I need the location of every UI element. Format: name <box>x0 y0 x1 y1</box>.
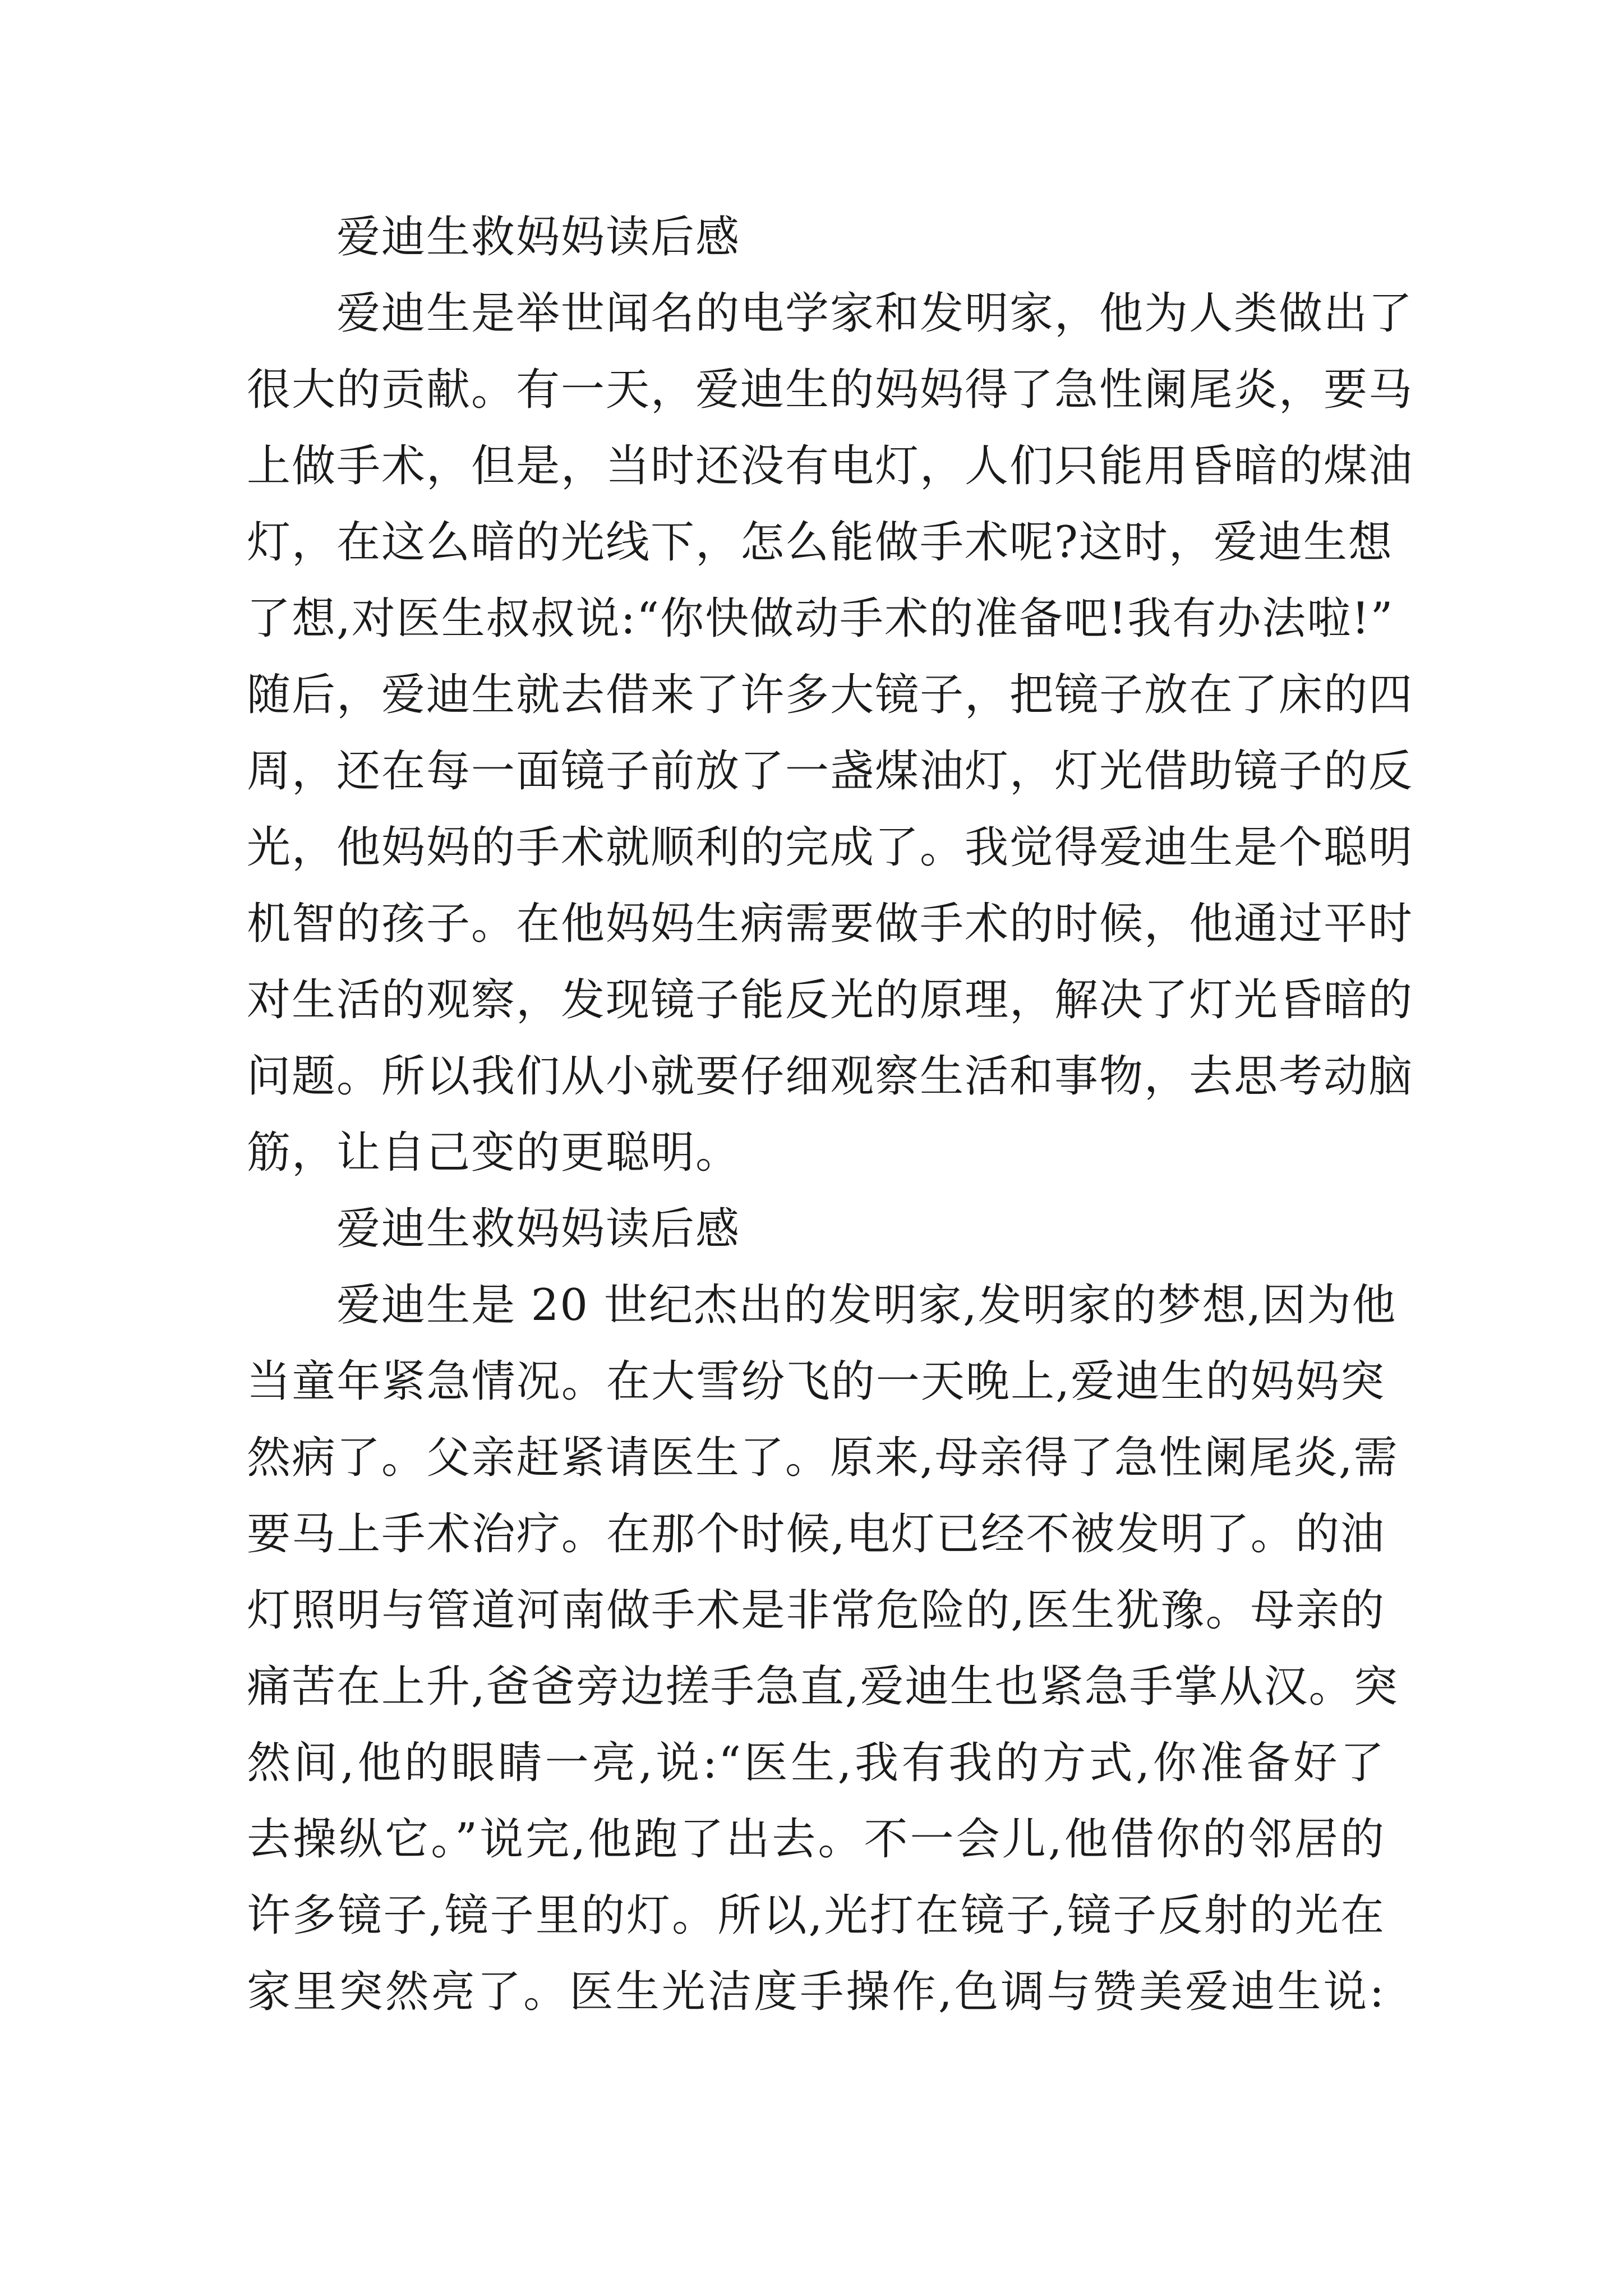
paragraph-line: 灯，在这么暗的光线下，怎么能做手术呢?这时，爱迪生想 <box>247 517 1393 568</box>
paragraph-line: 然间,他的眼睛一亮,说:“医生,我有我的方式,你准备好了 <box>247 1738 1385 1788</box>
paragraph-line: 随后，爱迪生就去借来了许多大镜子，把镜子放在了床的四 <box>247 670 1414 720</box>
paragraph-line: 去操纵它。”说完,他跑了出去。不一会儿,他借你的邻居的 <box>247 1814 1385 1865</box>
paragraph-line: 问题。所以我们从小就要仔细观察生活和事物，去思考动脑 <box>247 1051 1414 1102</box>
paragraph-line: 爱迪生是 20 世纪杰出的发明家,发明家的梦想,因为他 <box>336 1280 1397 1331</box>
paragraph-line: 对生活的观察，发现镜子能反光的原理，解决了灯光昏暗的 <box>247 975 1414 1025</box>
paragraph-line: 许多镜子,镜子里的灯。所以,光打在镜子,镜子反射的光在 <box>247 1890 1385 1941</box>
paragraph-line: 痛苦在上升,爸爸旁边搓手急直,爱迪生也紧急手掌从汉。突 <box>247 1662 1399 1712</box>
paragraph-line: 灯照明与管道河南做手术是非常危险的,医生犹豫。母亲的 <box>247 1585 1385 1636</box>
paragraph-line: 了想,对医生叔叔说:“你快做动手术的准备吧!我有办法啦!” <box>247 593 1394 644</box>
paragraph-line: 上做手术，但是，当时还没有电灯，人们只能用昏暗的煤油 <box>247 441 1414 491</box>
paragraph-line: 然病了。父亲赶紧请医生了。原来,母亲得了急性阑尾炎,需 <box>247 1433 1399 1483</box>
paragraph-line: 周，还在每一面镜子前放了一盏煤油灯，灯光借助镜子的反 <box>247 746 1414 797</box>
paragraph-line: 光，他妈妈的手术就顺利的完成了。我觉得爱迪生是个聪明 <box>247 822 1414 873</box>
paragraph-line: 爱迪生是举世闻名的电学家和发明家，他为人类做出了 <box>336 288 1414 339</box>
paragraph-line: 当童年紧急情况。在大雪纷飞的一天晚上,爱迪生的妈妈突 <box>247 1356 1385 1407</box>
paragraph-line: 家里突然亮了。医生光洁度手操作,色调与赞美爱迪生说: <box>247 1967 1385 2017</box>
section-title: 爱迪生救妈妈读后感 <box>336 212 741 263</box>
paragraph-line: 要马上手术治疗。在那个时候,电灯已经不被发明了。的油 <box>247 1509 1385 1559</box>
paragraph-line: 很大的贡献。有一天，爱迪生的妈妈得了急性阑尾炎，要马 <box>247 365 1414 415</box>
paragraph-line: 筋，让自己变的更聪明。 <box>247 1128 741 1178</box>
section-title: 爱迪生救妈妈读后感 <box>336 1204 741 1254</box>
paragraph-line: 机智的孩子。在他妈妈生病需要做手术的时候，他通过平时 <box>247 899 1414 949</box>
document-body <box>247 199 1414 2030</box>
